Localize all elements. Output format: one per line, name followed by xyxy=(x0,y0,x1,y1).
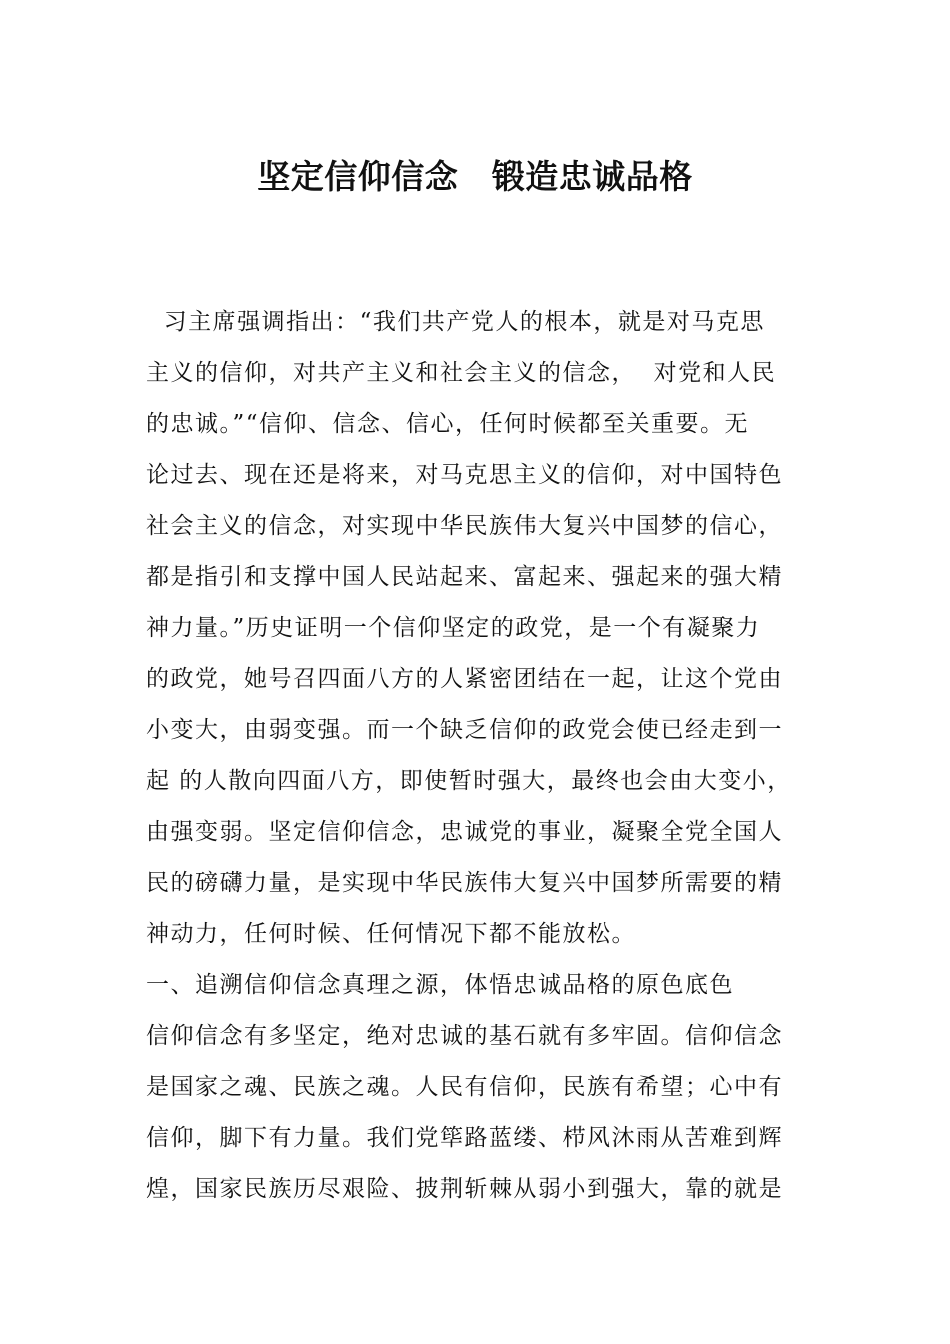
body-line: 由强变弱。坚定信仰信念，忠诚党的事业，凝聚全党全国人 xyxy=(146,819,783,845)
body-line: 小变大，由弱变强。而一个缺乏信仰的政党会使已经走到一 xyxy=(146,717,783,743)
body-line: 信仰信念有多坚定，绝对忠诚的基石就有多牢固。信仰信念 xyxy=(146,1023,783,1049)
body-line: 是国家之魂、民族之魂。人民有信仰，民族有希望；心中有 xyxy=(146,1074,783,1100)
body-line: 神力量。”历史证明一个信仰坚定的政党，是一个有凝聚力 xyxy=(146,615,761,641)
body-line: 社会主义的信念，对实现中华民族伟大复兴中国梦的信心， xyxy=(146,513,783,539)
document-title: 坚定信仰信念 锻造忠诚品格 xyxy=(257,157,693,196)
document-body xyxy=(146,297,816,1215)
section-heading: 一、追溯信仰信念真理之源，体悟忠诚品格的原色底色 xyxy=(146,972,734,998)
body-line: 论过去、现在还是将来，对马克思主义的信仰，对中国特色 xyxy=(146,462,783,488)
body-line: 都是指引和支撑中国人民站起来、富起来、强起来的强大精 xyxy=(146,564,783,590)
body-line: 煌，国家民族历尽艰险、披荆斩棘从弱小到强大，靠的就是 xyxy=(146,1176,783,1202)
body-line: 的忠诚。”“信仰、信念、信心，任何时候都至关重要。无 xyxy=(146,411,750,437)
body-line: 主义的信仰，对共产主义和社会主义的信念， 对党和人民 xyxy=(146,360,777,386)
body-line: 信仰，脚下有力量。我们党筚路蓝缕、栉风沐雨从苦难到辉 xyxy=(146,1125,783,1151)
body-line: 起 的人散向四面八方，即使暂时强大，最终也会由大变小， xyxy=(146,768,792,794)
body-line: 民的磅礴力量，是实现中华民族伟大复兴中国梦所需要的精 xyxy=(146,870,783,896)
body-line: 的政党，她号召四面八方的人紧密团结在一起，让这个党由 xyxy=(146,666,783,692)
body-line: 习主席强调指出：“我们共产党人的根本，就是对马克思 xyxy=(146,309,765,335)
body-line: 神动力，任何时候、任何情况下都不能放松。 xyxy=(146,921,636,947)
